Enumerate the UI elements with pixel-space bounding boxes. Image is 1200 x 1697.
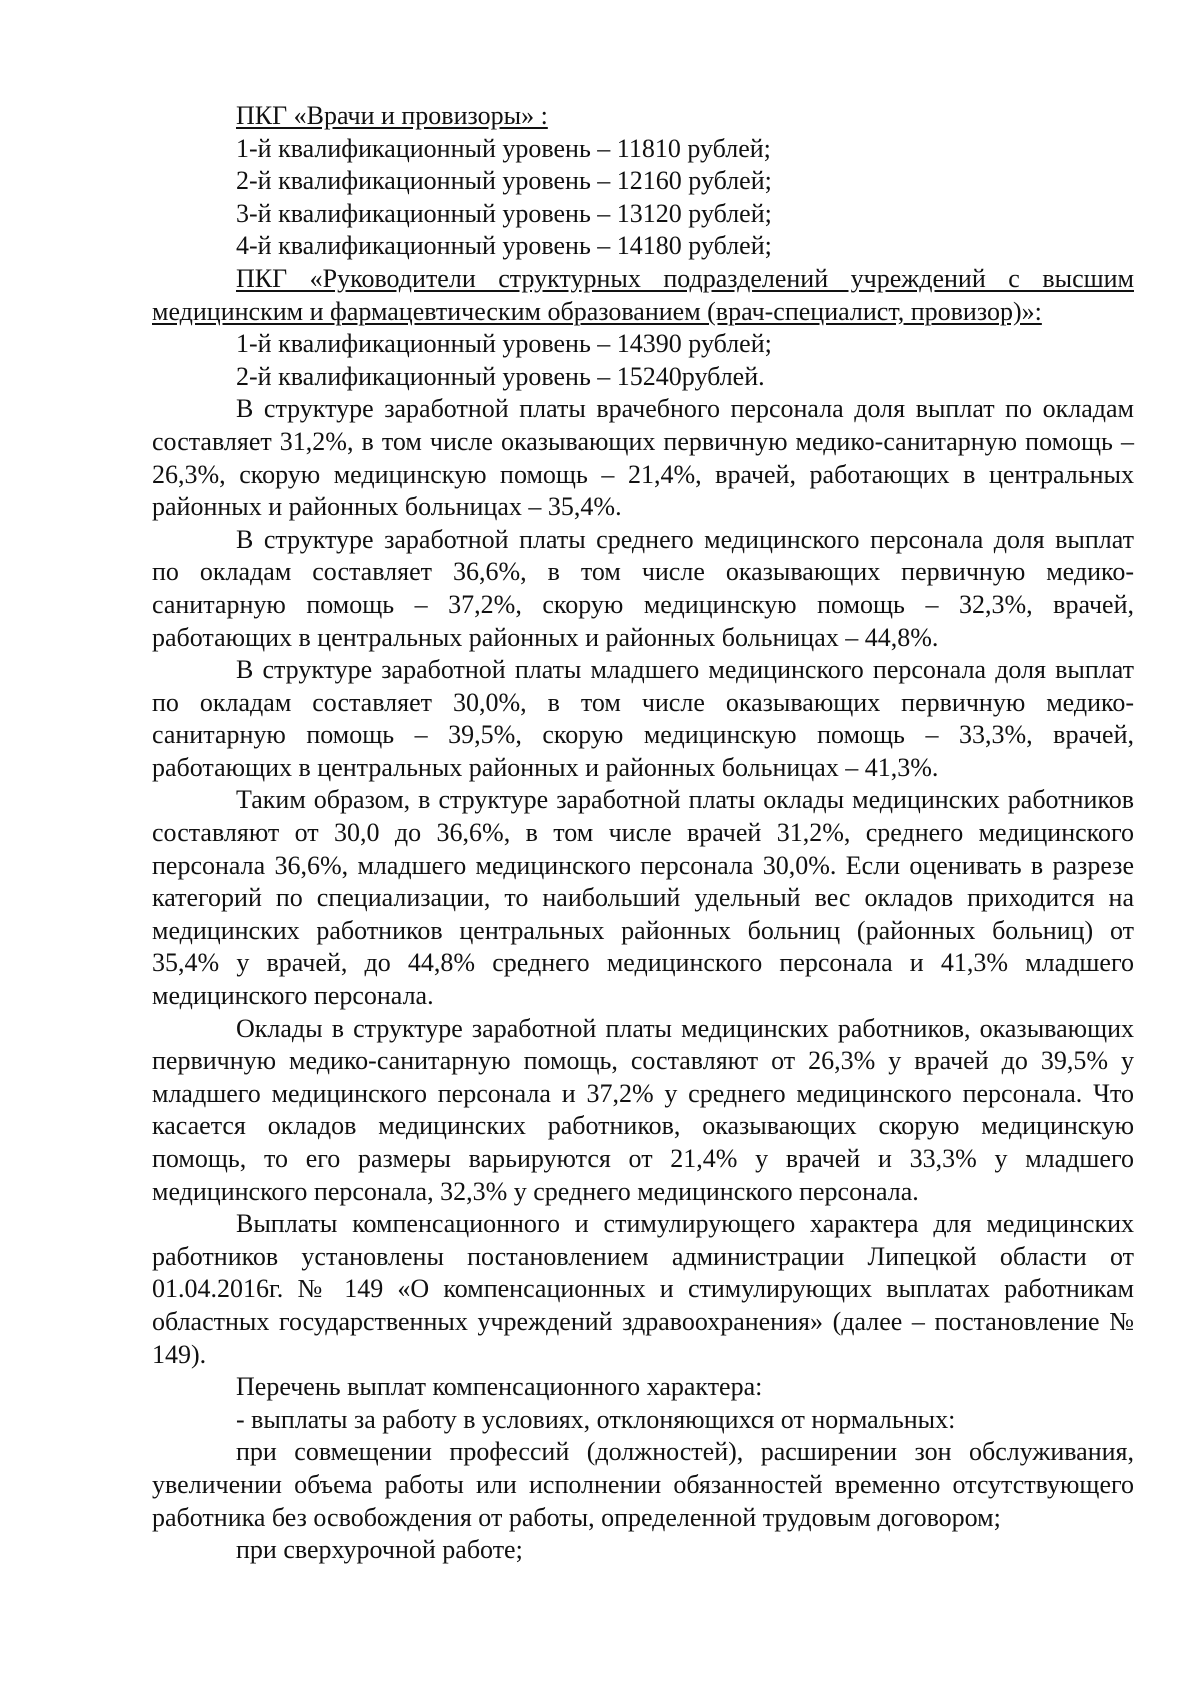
pkg-vrachi-level-4: 4-й квалификационный уровень – 14180 рублей; <box>236 231 772 261</box>
compensation-overtime-item: при сверхурочной работе; <box>236 1535 523 1565</box>
document-body <box>152 100 1134 1567</box>
structure-sredniy-paragraph: В структуре заработной платы среднего медицинского персонала доля выплат по окладам составляет 36,6%, в том числе оказывающих первичную медико-санитарную помощь – 37,2%, скорую медицинскую помощь – 32,3%, врачей, работающих в центральных районных и районных больницах – 44,8%. <box>152 524 1134 652</box>
structure-mladshiy-paragraph: В структуре заработной платы младшего медицинского персонала доля выплат по окладам составляет 30,0%, в том числе оказывающих первичную медико-санитарную помощь – 39,5%, скорую медицинскую помощь – 33,3%, врачей, работающих в центральных районных и районных больницах – 41,3%. <box>152 655 1134 782</box>
compensation-abnormal-item: - выплаты за работу в условиях, отклоняющихся от нормальных: <box>236 1404 956 1434</box>
pkg-vrachi-level-3: 3-й квалификационный уровень – 13120 рублей; <box>236 198 772 228</box>
compensation-combining-item: при совмещении профессий (должностей), расширении зон обслуживания, увеличении объема работы или исполнении обязанностей временно отсутствующего работника без освобождения от работы, определенной трудовым договором; <box>152 1437 1134 1532</box>
pkg-rukovoditeli-level-2: 2-й квалификационный уровень – 15240рублей. <box>236 361 765 391</box>
structure-vrachi-paragraph: В структуре заработной платы врачебного персонала доля выплат по окладам составляет 31,2%, в том числе оказывающих первичную медико-санитарную помощь – 26,3%, скорую медицинскую помощь – 21,4%, врачей, работающих в центральных районных и районных больницах – 35,4%. <box>152 394 1134 522</box>
pkg-vrachi-title-text: ПКГ «Врачи и провизоры» : <box>236 101 548 130</box>
pkg-vrachi-title <box>152 100 1134 133</box>
compensation-list-title: Перечень выплат компенсационного характера: <box>236 1372 763 1402</box>
summary-oklady-paragraph: Таким образом, в структуре заработной платы оклады медицинских работников составляют от 30,0 до 36,6%, в том числе врачей 31,2%, среднего медицинского персонала 36,6%, младшего медицинского персонала 30,0%. Если оценивать в разрезе категорий по специализации, то наибольший удельный вес окладов приходится на медицинских работников центральных районных больниц (районных больниц) от 35,4% у врачей, до 44,8% среднего медицинского персонала и 41,3% младшего медицинского персонала. <box>152 785 1134 1011</box>
pkg-rukovoditeli-title <box>152 263 1134 328</box>
summary-pervichnaya-paragraph: Оклады в структуре заработной платы медицинских работников, оказывающих первичную медико-санитарную помощь, составляют от 26,3% у врачей до 39,5% у младшего медицинского персонала и 37,2% у среднего медицинского персонала. Что касается окладов медицинских работников, оказывающих скорую медицинскую помощь, то его размеры варьируются от 21,4% у врачей и 33,3% у младшего медицинского персонала, 32,3% у среднего медицинского персонала. <box>152 1013 1134 1206</box>
pkg-vrachi-level-2: 2-й квалификационный уровень – 12160 рублей; <box>236 166 772 196</box>
pkg-rukovoditeli-level-1: 1-й квалификационный уровень – 14390 рублей; <box>236 329 772 359</box>
pkg-vrachi-level-1: 1-й квалификационный уровень – 11810 рублей; <box>236 133 771 163</box>
payments-basis-paragraph: Выплаты компенсационного и стимулирующего характера для медицинских работников установлены постановлением администрации Липецкой области от 01.04.2016г. № 149 «О компенсационных и стимулирующих выплатах работникам областных государственных учреждений здравоохранения» (далее – постановление № 149). <box>152 1209 1134 1369</box>
pkg-rukovoditeli-title-text: ПКГ «Руководители структурных подразделений учреждений с высшим медицинским и фармацевтическим образованием (врач-специалист, провизор)»: <box>152 263 1134 326</box>
